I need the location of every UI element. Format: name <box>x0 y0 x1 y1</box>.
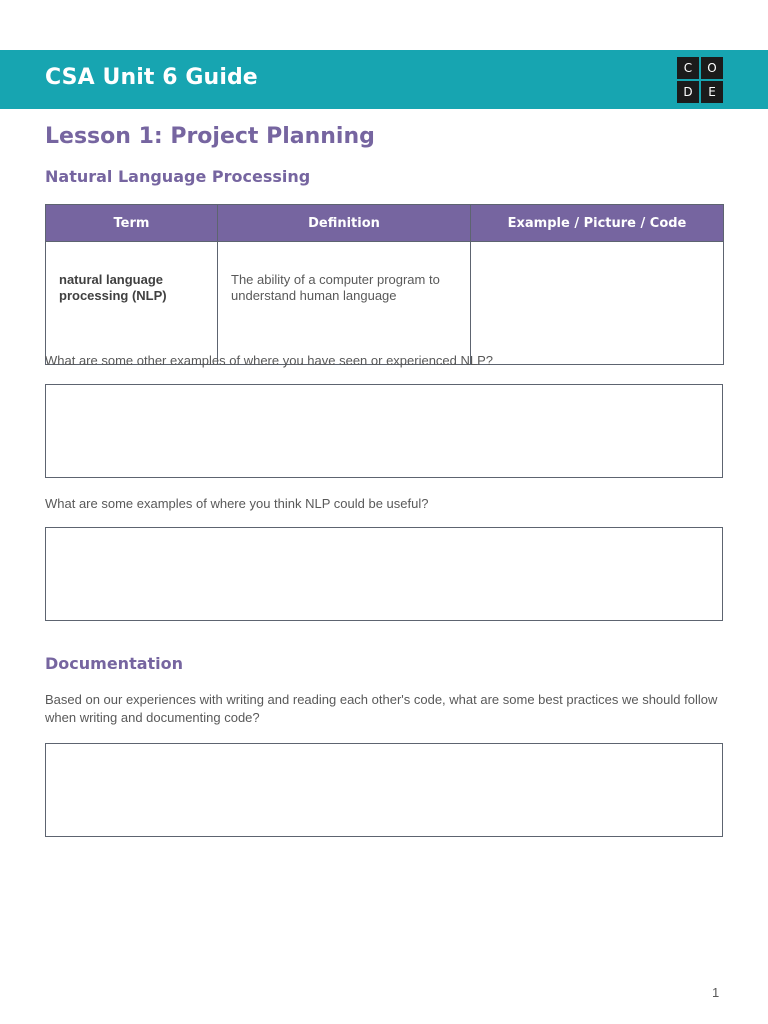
example-cell[interactable] <box>471 242 724 365</box>
guide-title: CSA Unit 6 Guide <box>45 65 258 90</box>
definition-cell: The ability of a computer program to understand human language <box>218 242 471 365</box>
page-number: 1 <box>712 985 720 1000</box>
header-band <box>0 50 768 109</box>
column-header-example: Example / Picture / Code <box>471 205 724 242</box>
section-title-documentation: Documentation <box>45 654 184 673</box>
question-nlp-useful: What are some examples of where you think NLP could be useful? <box>45 496 429 511</box>
answer-box-documentation[interactable] <box>45 743 723 837</box>
question-documentation: Based on our experiences with writing and reading each other's code, what are some best practices we should follow when writing and documenting code? <box>45 692 718 725</box>
column-header-definition: Definition <box>218 205 471 242</box>
logo-letter: C <box>677 57 699 79</box>
section-title-nlp: Natural Language Processing <box>45 167 311 186</box>
logo-letter: D <box>677 81 699 103</box>
table-row <box>46 242 724 365</box>
answer-box-nlp-experienced[interactable] <box>45 384 723 478</box>
vocabulary-table <box>45 204 724 365</box>
lesson-title: Lesson 1: Project Planning <box>45 124 375 149</box>
code-logo <box>677 57 723 103</box>
answer-box-nlp-useful[interactable] <box>45 527 723 621</box>
logo-letter: O <box>701 57 723 79</box>
question-nlp-experienced: What are some other examples of where you have seen or experienced NLP? <box>45 353 494 368</box>
table-header-row <box>46 205 724 242</box>
column-header-term: Term <box>46 205 218 242</box>
logo-letter: E <box>701 81 723 103</box>
term-cell: natural language processing (NLP) <box>46 242 218 365</box>
